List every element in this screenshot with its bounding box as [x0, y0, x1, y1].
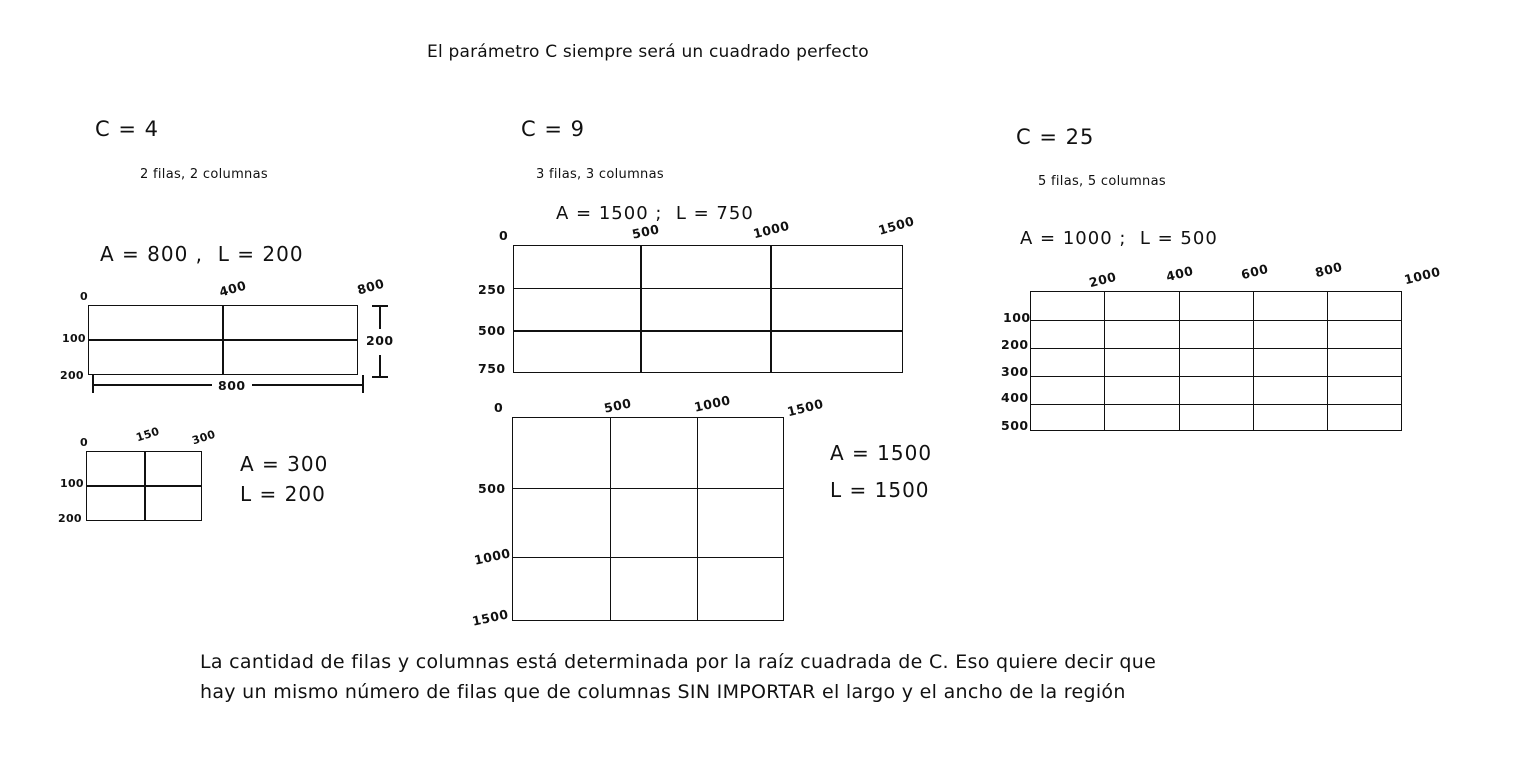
- dims-c4-grid1: A = 800 , L = 200: [100, 242, 304, 266]
- case-label-c25: C = 25: [1016, 125, 1095, 149]
- dims-a-c9-grid2: A = 1500: [830, 441, 933, 465]
- ytick-c25-3: 300: [1001, 364, 1029, 379]
- ytick-c9-2-2: 1000: [472, 545, 512, 568]
- xtick-c4-2-0: 0: [80, 436, 88, 449]
- ytick-c4-2-2: 200: [58, 512, 82, 525]
- height-measure-line-bottom-c4: [379, 355, 381, 377]
- ytick-c4-2-1: 100: [60, 477, 84, 490]
- width-measure-cap-left-c4: [92, 375, 94, 393]
- xtick-c9-2-3: 1500: [785, 395, 825, 420]
- ytick-c25-5: 500: [1001, 418, 1029, 433]
- dims-c9-grid1: A = 1500 ; L = 750: [556, 203, 754, 224]
- xtick-c25-3: 600: [1239, 260, 1270, 283]
- xtick-c9-1-1: 500: [630, 221, 661, 242]
- xtick-c4-1-0: 0: [80, 290, 88, 303]
- xtick-c25-5: 1000: [1402, 263, 1442, 288]
- case-label-c4: C = 4: [95, 117, 159, 141]
- height-annotation-c4: 200: [366, 333, 394, 348]
- xtick-c4-2-1: 150: [134, 424, 162, 445]
- xtick-c9-2-0: 0: [494, 400, 504, 415]
- xtick-c9-2-2: 1000: [692, 392, 732, 415]
- xtick-c25-2: 400: [1164, 262, 1195, 285]
- ytick-c4-1-2: 200: [60, 369, 84, 382]
- case-sub-c4: 2 filas, 2 columnas: [140, 167, 268, 182]
- ytick-c9-1-1: 250: [478, 282, 506, 297]
- width-annotation-c4: 800: [212, 378, 252, 394]
- dims-a-c4-grid2: A = 300: [240, 452, 329, 476]
- xtick-c4-2-2: 300: [190, 427, 218, 448]
- case-sub-c9: 3 filas, 3 columnas: [536, 167, 664, 182]
- grid-c4-1: [88, 305, 358, 375]
- ytick-c4-1-1: 100: [62, 332, 86, 345]
- height-measure-cap-bottom-c4: [372, 376, 388, 378]
- xtick-c25-4: 800: [1313, 258, 1344, 281]
- ytick-c25-1: 100: [1003, 310, 1031, 325]
- dims-l-c9-grid2: L = 1500: [830, 478, 930, 502]
- ytick-c9-2-1: 500: [478, 481, 506, 496]
- page-title: El parámetro C siempre será un cuadrado perfecto: [427, 42, 869, 62]
- xtick-c25-1: 200: [1087, 268, 1118, 291]
- grid-c9-1: [513, 245, 903, 373]
- xtick-c4-1-2: 800: [355, 275, 387, 298]
- grid-c4-2: [86, 451, 202, 521]
- height-measure-line-top-c4: [379, 305, 381, 329]
- ytick-c9-1-2: 500: [478, 323, 506, 338]
- case-sub-c25: 5 filas, 5 columnas: [1038, 174, 1166, 189]
- xtick-c9-1-2: 1000: [751, 217, 791, 242]
- caption-line-2: hay un mismo número de filas que de columnas SIN IMPORTAR el largo y el ancho de la región: [200, 681, 1126, 703]
- width-measure-cap-right-c4: [362, 375, 364, 393]
- ytick-c9-1-3: 750: [478, 361, 506, 376]
- xtick-c9-2-1: 500: [602, 395, 633, 416]
- ytick-c25-4: 400: [1001, 390, 1029, 405]
- case-label-c9: C = 9: [521, 117, 585, 141]
- xtick-c4-1-1: 400: [217, 277, 249, 300]
- dims-c25-grid1: A = 1000 ; L = 500: [1020, 228, 1218, 249]
- grid-c25-1: [1030, 291, 1402, 431]
- grid-c9-2: [512, 417, 784, 621]
- xtick-c9-1-3: 1500: [876, 213, 917, 238]
- caption-line-1: La cantidad de filas y columnas está determinada por la raíz cuadrada de C. Eso quiere decir que: [200, 651, 1157, 673]
- xtick-c9-1-0: 0: [499, 228, 509, 243]
- ytick-c25-2: 200: [1001, 337, 1029, 352]
- dims-l-c4-grid2: L = 200: [240, 482, 326, 506]
- ytick-c9-2-3: 1500: [470, 606, 510, 629]
